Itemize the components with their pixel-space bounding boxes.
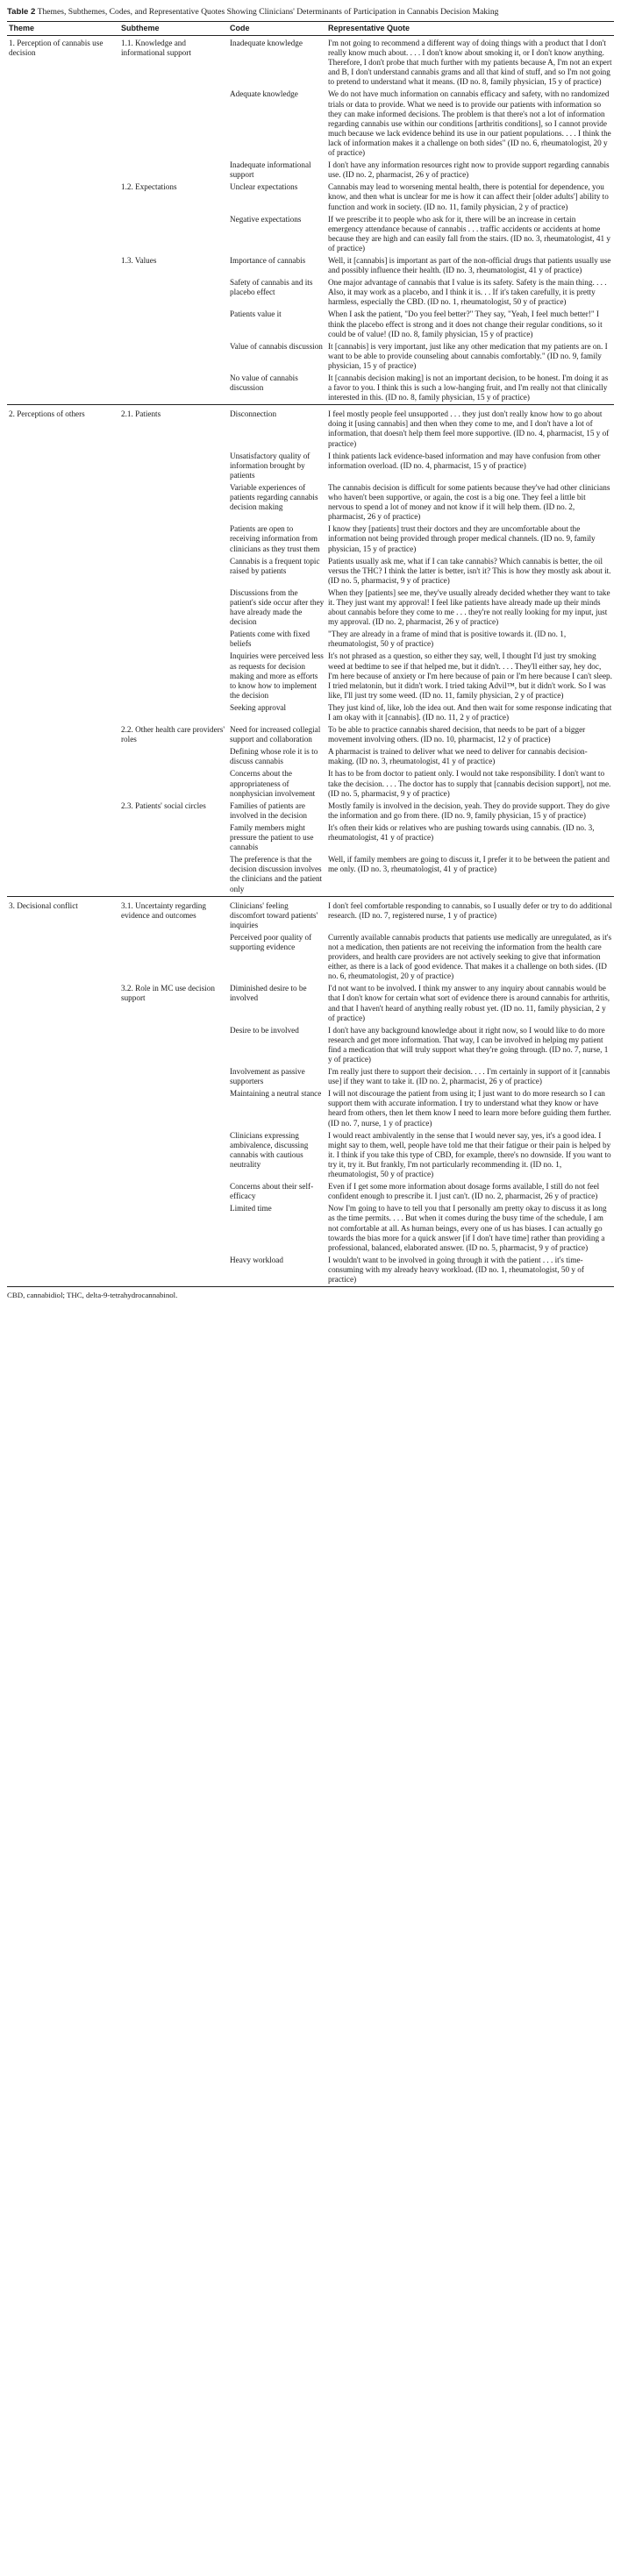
theme-cell <box>7 160 119 181</box>
subtheme-cell <box>119 451 228 482</box>
quote-cell: Well, it [cannabis] is important as part of the non-official drugs that patients usually use and possibly influence their health. (ID no. 3, rheumatologist, 41 y of practice) <box>328 255 611 275</box>
code-cell: Patients value it <box>230 310 282 319</box>
quote-cell: I would react ambivalently in the sense that I would never say, yes, it's a good idea. I might say to them, well, people have told me that their fatigue or their pain is helped by it. I think if you take this type of CBD, for example, there's no downside. If you want to try it, try it. But frankly, I'm not particularly recommending it. (ID no. 1, rheumatologist, 50 y of practice) <box>328 1130 611 1179</box>
code-cell: Inadequate knowledge <box>230 39 303 47</box>
code-cell: Concerns about their self-efficacy <box>230 1182 314 1201</box>
quote-cell: Mostly family is involved in the decision, yeah. They do provide support. They do give the information and go from there. (ID no. 9, family physician, 15 y of practice) <box>328 801 610 820</box>
table-header <box>7 22 614 36</box>
column-header-theme: Theme <box>7 22 119 36</box>
table-row <box>7 629 614 651</box>
code-cell: Limited time <box>230 1204 272 1213</box>
code-cell: Desire to be involved <box>230 1025 299 1035</box>
quote-cell: Currently available cannabis products that patients use medically are unregulated, as it's not a medication, then patients are not receiving the information from the health care providers, and health care providers are not actively seeking to give that information either, as there is a lack of good evidence. That makes it a challenge on both sides. (ID no. 6, rheumatologist, 20 y of practice) <box>328 932 612 981</box>
table-row <box>7 89 614 160</box>
code-cell: Maintaining a neutral stance <box>230 1089 322 1099</box>
quote-cell: I think patients lack evidence-based information and may have confusion from other information overload. (ID no. 4, pharmacist, 15 y of practice) <box>328 451 601 470</box>
theme-cell <box>7 1088 119 1129</box>
table-row <box>7 160 614 181</box>
table-row <box>7 932 614 983</box>
quote-cell: It [cannabis] is very important, just like any other medication that my patients are on. I want to be able to provide counseling about cannabis comfortably." (ID no. 9, family physician, 15 y of practice) <box>328 341 608 370</box>
quote-cell: I feel mostly people feel unsupported . . . they just don't really know how to go about doing it [using cannabis] and then when they come to me, and I don't have a lot of information, that doesn't help them feel more supportive. (ID no. 4, pharmacist, 15 y of practice) <box>326 405 614 451</box>
subtheme-cell <box>119 556 228 587</box>
quote-cell: I don't have any information resources right now to provide support regarding cannabis use. (ID no. 2, pharmacist, 26 y of practice) <box>328 160 610 180</box>
subtheme-cell <box>119 746 228 768</box>
code-cell: Involvement as passive supporters <box>230 1067 305 1086</box>
theme-cell <box>7 255 119 277</box>
code-cell: Unsatisfactory quality of information brought by patients <box>230 451 310 480</box>
quote-cell: They just kind of, like, lob the idea out. And then wait for some response indicating that I am okay with it [cannabis]. (ID no. 11, 2 y of practice) <box>328 702 612 722</box>
table-bottom-rule <box>7 1286 614 1287</box>
subtheme-cell <box>119 341 228 373</box>
subtheme-cell <box>119 932 228 983</box>
theme-cell: 3. Decisional conflict <box>7 896 119 932</box>
subtheme-cell: 1.3. Values <box>121 255 157 265</box>
table-row <box>7 854 614 896</box>
quote-cell: "They are already in a frame of mind that is positive towards it. (ID no. 1, rheumatologist, 50 y of practice) <box>328 630 567 649</box>
code-cell: Inquiries were perceived less as requests for decision making and more as efforts to know how to implement the decision <box>230 651 324 700</box>
quote-cell: I wouldn't want to be involved in going through it with the patient . . . it's time-consuming with my already heavy workload. (ID no. 1, rheumatologist, 50 y of practice) <box>328 1255 584 1284</box>
quote-cell: It has to be from doctor to patient only. I would not take responsibility. I don't want to take the decision. . . . The doctor has to supply that [cannabis decision support], not me. (ID no. 5, pharmacist, 9 y of practice) <box>328 769 611 798</box>
code-cell: Concerns about the appropriateness of nonphysician involvement <box>230 769 316 798</box>
theme-cell <box>7 523 119 555</box>
subtheme-cell <box>119 768 228 800</box>
subtheme-cell <box>119 214 228 255</box>
theme-cell <box>7 89 119 160</box>
table-footnote: CBD, cannabidiol; THC, delta-9-tetrahydrocannabinol. <box>7 1291 178 1300</box>
subtheme-cell <box>119 523 228 555</box>
theme-cell <box>7 801 119 822</box>
table-row <box>7 309 614 340</box>
code-cell: Disconnection <box>228 405 326 451</box>
table-row <box>7 451 614 482</box>
table-row <box>7 702 614 724</box>
table-row <box>7 277 614 309</box>
table-row <box>7 36 614 89</box>
table-row <box>7 768 614 800</box>
table-row <box>7 1130 614 1181</box>
quote-cell: To be able to practice cannabis shared decision, that needs to be part of a bigger movement involving others. (ID no. 10, pharmacist, 12 y of practice) <box>328 725 586 744</box>
table-row <box>7 983 614 1024</box>
theme-cell <box>7 181 119 213</box>
theme-cell <box>7 587 119 629</box>
subtheme-cell: 2.3. Patients' social circles <box>121 801 206 810</box>
subtheme-cell <box>119 1255 228 1286</box>
subtheme-cell: 3.1. Uncertainty regarding evidence and outcomes <box>119 896 228 932</box>
theme-cell <box>7 451 119 482</box>
table-row <box>7 373 614 405</box>
table-row <box>7 1066 614 1088</box>
theme-cell <box>7 1255 119 1286</box>
subtheme-cell <box>119 822 228 854</box>
code-cell: Unclear expectations <box>230 182 298 192</box>
theme-cell <box>7 214 119 255</box>
code-cell: Families of patients are involved in the decision <box>230 801 308 820</box>
subtheme-cell: 1.1. Knowledge and informational support <box>121 39 191 58</box>
table-header-row <box>7 22 614 36</box>
subtheme-cell <box>119 587 228 629</box>
code-cell: Value of cannabis discussion <box>230 341 323 351</box>
theme-cell <box>7 724 119 746</box>
subtheme-cell: 1.2. Expectations <box>121 182 177 192</box>
code-cell: Clinicians' feeling discomfort toward patients' inquiries <box>228 896 326 932</box>
table-row <box>7 801 614 822</box>
quote-cell: I don't have any background knowledge about it right now, so I would like to do more research and get more information. That way, I can be involved in helping my patient find a medication that will truly support what they're going through. (ID no. 7, nurse, 1 y of practice) <box>328 1025 609 1064</box>
code-cell: Need for increased collegial support and collaboration <box>230 725 321 744</box>
table-row <box>7 1255 614 1286</box>
theme-cell <box>7 1066 119 1088</box>
code-cell: Family members might pressure the patient to use cannabis <box>230 822 314 852</box>
quote-cell: A pharmacist is trained to deliver what we need to deliver for cannabis decision-making. (ID no. 3, rheumatologist, 41 y of practice) <box>328 747 588 766</box>
table-row <box>7 1203 614 1254</box>
code-cell: Adequate knowledge <box>230 89 298 99</box>
document-page <box>7 7 614 1308</box>
table-row <box>7 1181 614 1203</box>
code-cell: Patients are open to receiving information from clinicians as they trust them <box>230 524 320 553</box>
code-cell: Cannabis is a frequent topic raised by patients <box>230 556 320 575</box>
code-cell: No value of cannabis discussion <box>230 374 298 393</box>
quote-cell: If we prescribe it to people who ask for it, there will be an increase in certain emergency attendance because of cannabis . . . traffic accidents or accidents at home because they are high and can easily fall from the stairs. (ID no. 3, rheumatologist, 41 y of practice) <box>328 214 610 253</box>
code-cell: Inadequate informational support <box>230 160 311 180</box>
subtheme-cell: 2.1. Patients <box>119 405 228 451</box>
subtheme-cell <box>119 1130 228 1181</box>
theme-cell <box>7 309 119 340</box>
subtheme-cell <box>119 1066 228 1088</box>
table-body <box>7 36 614 1287</box>
quote-cell: I'm really just there to support their decision. . . . I'm certainly in support of it [cannabis use] if they want to take it. (ID no. 2, pharmacist, 26 y of practice) <box>328 1067 610 1086</box>
code-cell: Clinicians expressing ambivalence, discussing cannabis with cautious neutrality <box>230 1130 309 1169</box>
subtheme-cell <box>119 1088 228 1129</box>
code-cell: Importance of cannabis <box>230 255 306 265</box>
subtheme-cell: 2.2. Other health care providers' roles <box>121 725 225 744</box>
theme-cell <box>7 482 119 523</box>
table-row <box>7 181 614 213</box>
table-row <box>7 482 614 523</box>
theme-cell <box>7 932 119 983</box>
subtheme-cell <box>119 89 228 160</box>
subtheme-cell <box>119 160 228 181</box>
table-row <box>7 255 614 277</box>
table-caption-text: Themes, Subthemes, Codes, and Representative Quotes Showing Clinicians' Determinants of Participation in Cannabis Decision Making <box>37 7 499 17</box>
theme-cell: 2. Perceptions of others <box>7 405 119 451</box>
theme-cell <box>7 702 119 724</box>
column-header-code: Code <box>228 22 326 36</box>
code-cell: Variable experiences of patients regarding cannabis decision making <box>230 482 318 512</box>
theme-cell <box>7 1130 119 1181</box>
quote-cell: It's often their kids or relatives who are pushing towards using cannabis. (ID no. 3, rheumatologist, 41 y of practice) <box>328 822 595 843</box>
quote-cell: Now I'm going to have to tell you that I personally am pretty okay to discuss it as long as the time permits. . . . But when it comes during the busy time of the schedule, I am not comfortable at all. As human beings, every one of us has biases. I can actually go towards the bias more for a quick answer [if I don't have time] rather than providing a professional, balanced, elaborated answer. (ID no. 5, pharmacist, 9 y of practice) <box>328 1204 607 1252</box>
quote-cell: When they [patients] see me, they've usually already decided whether they want to take it. They just want my approval! I feel like patients have already made up their minds about cannabis before they come to me . . . they're not really looking for my input, just my approval. (ID no. 2, pharmacist, 26 y of practice) <box>328 587 610 627</box>
theme-cell <box>7 854 119 896</box>
theme-cell <box>7 983 119 1024</box>
theme-cell <box>7 341 119 373</box>
column-header-subtheme: Subtheme <box>119 22 228 36</box>
subtheme-cell <box>119 373 228 405</box>
subtheme-cell <box>119 1181 228 1203</box>
column-header-quote: Representative Quote <box>326 22 614 36</box>
subtheme-cell <box>119 309 228 340</box>
code-cell: Discussions from the patient's side occur after they have already made the decision <box>230 587 325 627</box>
quote-cell: I will not discourage the patient from using it; I just want to do more research so I can support them with accurate information. I try to understand what they know or have heard from others, then let them know I need to learn more before guiding them further. (ID no. 7, nurse, 1 y of practice) <box>328 1089 611 1128</box>
table-row <box>7 556 614 587</box>
code-cell: Negative expectations <box>230 214 302 224</box>
table-row <box>7 746 614 768</box>
subtheme-cell <box>119 651 228 701</box>
subtheme-cell <box>119 1203 228 1254</box>
theme-cell <box>7 651 119 701</box>
quote-cell: I don't feel comfortable responding to cannabis, so I usually defer or try to do additional research. (ID no. 7, registered nurse, 1 y of practice) <box>326 896 614 932</box>
subtheme-cell <box>119 277 228 309</box>
table-row <box>7 587 614 629</box>
theme-cell <box>7 1181 119 1203</box>
table-row <box>7 523 614 555</box>
table-row <box>7 1025 614 1066</box>
subtheme-cell <box>119 1025 228 1066</box>
subtheme-cell: 3.2. Role in MC use decision support <box>121 984 215 1003</box>
quote-cell: One major advantage of cannabis that I value is its safety. Safety is the main thing. . . . Also, it may work as a placebo, and I think it is. . . If it's taken carefully, it is pretty harmless, especially the CBD. (ID no. 1, rheumatologist, 50 y of practice) <box>328 278 607 307</box>
table-row <box>7 405 614 451</box>
quote-cell: I'm not going to recommend a different way of doing things with a product that I don't really know much about. . . . I don't know about smoking it, or I don't know anything. Therefore, I don't probe that much further with my patients because A, I'm not an expert and B, I don't understand cannabis grams and all that kind of stuff, and so I'm not going to pretend to understand what it means. (ID no. 8, family physician, 15 y of practice) <box>328 39 612 87</box>
table-row <box>7 724 614 746</box>
subtheme-cell <box>119 854 228 896</box>
code-cell: Patients come with fixed beliefs <box>230 630 310 649</box>
table-caption-label: Table 2 <box>7 7 36 17</box>
subtheme-cell <box>119 482 228 523</box>
quote-cell: When I ask the patient, "Do you feel better?" They say, "Yeah, I feel much better!" I think the placebo effect is strong and it does not change their regular conditions, so it could be of value! (ID no. 8, family physician, 15 y of practice) <box>328 310 603 338</box>
table-row <box>7 214 614 255</box>
theme-cell <box>7 768 119 800</box>
quote-cell: We do not have much information on cannabis efficacy and safety, with no randomized trials or data to provide. What we need is to provide our patients with information so they can make informed decisions. The problem is that there's not a lot of information regarding cannabis use within our conditions [arthritis conditions], so I cannot provide much because we lack evidence behind its use in our patient populations. . . . I think the lack of information makes it a challenge on both sides" (ID no. 6, rheumatologist, 20 y of practice) <box>328 89 611 158</box>
code-cell: Perceived poor quality of supporting evidence <box>230 932 312 951</box>
quote-cell: Even if I get some more information about dosage forms available, I still do not feel confident enough to prescribe it. I just can't. (ID no. 2, pharmacist, 26 y of practice) <box>328 1182 600 1201</box>
quote-cell: It's not phrased as a question, so either they say, well, I thought I'd just try smoking weed at bedtime to see if that helped me, but it didn't. . . . They'll either say, hey doc, I'm here because of anxiety or I'm here because of pain or I'm here because I can't sleep. I tried melatonin, but it didn't work. I tried taking Advil™, but it didn't work. So I was like, I'll just try some weed. (ID no. 11, family physician, 2 y of practice) <box>328 651 612 700</box>
theme-cell <box>7 1203 119 1254</box>
subtheme-cell <box>119 629 228 651</box>
subtheme-cell <box>119 702 228 724</box>
table-row <box>7 1088 614 1129</box>
code-cell: Diminished desire to be involved <box>230 984 307 1003</box>
theme-cell <box>7 746 119 768</box>
table-row <box>7 651 614 701</box>
theme-cell: 1. Perception of cannabis use decision <box>9 39 104 58</box>
quote-cell: Cannabis may lead to worsening mental health, there is potential for dependence, you know, and then what is unclear for me is how it can affect their [older adults'] ability to function and work in society. (ID no. 11, family physician, 2 y of practice) <box>328 182 609 211</box>
table-row <box>7 341 614 373</box>
theme-cell <box>7 277 119 309</box>
theme-cell <box>7 1025 119 1066</box>
quote-cell: The cannabis decision is difficult for some patients because they've had other clinicians who haven't been supportive, or again, the cost is a big one. They feel a little bit nervous to spend a lot of money and not know if it will help them. (ID no. 2, pharmacist, 26 y of practice) <box>328 482 610 522</box>
quote-cell: Patients usually ask me, what if I can take cannabis? Which cannabis is better, the oil versus the THC? I think the latter is better, isn't it? This is how they mostly ask about it. (ID no. 5, pharmacist, 9 y of practice) <box>328 556 611 585</box>
code-cell: Seeking approval <box>230 702 287 712</box>
theme-cell <box>7 556 119 587</box>
code-cell: The preference is that the decision discussion involves the clinicians and the patient only <box>230 855 323 893</box>
code-cell: Safety of cannabis and its placebo effect <box>230 278 313 297</box>
quote-cell: It [cannabis decision making] is not an important decision, to be honest. I'm doing it as a favor to you. I think this is such a low-hanging fruit, and I'm really not that clinically interested in this. (ID no. 8, family physician, 15 y of practice) <box>328 374 609 402</box>
code-cell: Heavy workload <box>230 1255 283 1264</box>
table-row <box>7 822 614 854</box>
theme-cell <box>7 822 119 854</box>
themes-table <box>7 21 614 1286</box>
quote-cell: I know they [patients] trust their doctors and they are uncomfortable about the information not being provided through proper medical channels. (ID no. 9, family physician, 15 y of practice) <box>328 524 596 553</box>
table-caption <box>7 7 614 18</box>
quote-cell: Well, if family members are going to discuss it, I prefer it to be between the patient and me only. (ID no. 3, rheumatologist, 41 y of practice) <box>328 855 610 874</box>
code-cell: Defining whose role it is to discuss cannabis <box>230 747 318 766</box>
theme-cell <box>7 373 119 405</box>
table-row <box>7 896 614 932</box>
theme-cell <box>7 629 119 651</box>
quote-cell: I'd not want to be involved. I think my answer to any inquiry about cannabis would be that I don't know for certain what sort of evidence there is around cannabis for arthritis, and that I haven't heard of anything really robust yet. (ID no. 11, family physician, 2 y of practice) <box>328 984 610 1022</box>
